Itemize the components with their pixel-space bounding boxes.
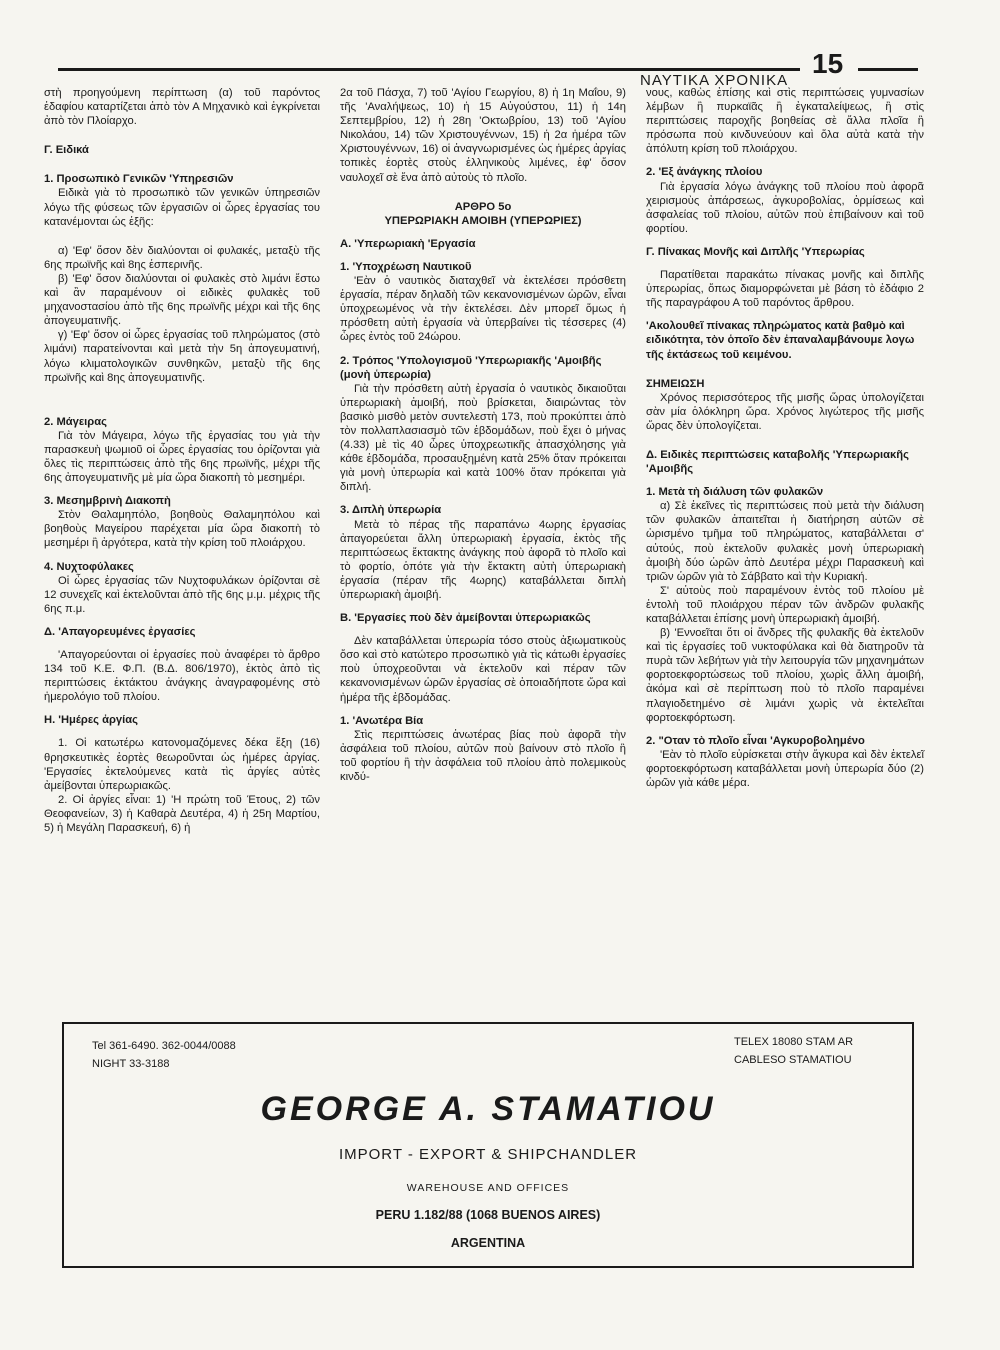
paragraph: β) 'Εννοεῖται ὅτι οἱ ἄνδρες τῆς φυλακῆς θὰ ἐκτελοῦν καὶ τὶς ἐργασίες τοῦ νυκτοφύλακα καὶ θὰ διατηροῦν τὰ πυρὰ τῶν λεβήτων γιὰ τὴν λειτουργία τῶν μηχανημάτων φορτοεκφορτώσεως τοῦ πλοίου, χωρὶς ἄλλη ἀμοιβή, ἀκόμα καὶ σὲ περίπτωση ποὺ τὸ πλοῖο παραμένει πλαγιοδετημένο σὲ λιμάνι χωρὶς νὰ ἐκτελεῖται φορτοεκφόρτωση.	[646, 627, 924, 724]
ad-cable: CABLESO STAMATIOU	[734, 1054, 852, 1066]
section-heading: Δ. Ειδικὲς περιπτώσεις καταβολῆς 'Υπερωριακῆς 'Αμοιβῆς	[646, 448, 909, 476]
paragraph: Σ' αὐτοὺς ποὺ παραμένουν ἐντὸς τοῦ πλοίου μὲ ἐντολὴ τοῦ πλοιάρχου πέραν τῶν ἀνδρῶν φυλακῆς καταβάλλεται ἐπίσης μονὴ ὑπερωριακὴ ἀμοιβή.	[646, 584, 924, 625]
paragraph: 'Εὰν τὸ πλοῖο εὑρίσκεται στὴν ἄγκυρα καὶ δὲν ἐκτελεῖ φορτοεκφόρτωση καταβάλλεται μονὴ ὑπερωρία δύο (2) ὡρῶν γιὰ κάθε μέρα.	[646, 748, 924, 790]
paragraph: 'Εὰν ὁ ναυτικὸς διαταχθεῖ νὰ ἐκτελέσει πρόσθετη ἐργασία, πέραν δηλαδὴ τῶν κεκανονισμένων ὡρῶν, εἶναι ὑποχρεωμένος νὰ τὴν ἐκτελέσει. Δὲν μπορεῖ ὅμως ἡ πρόσθετη αὐτὴ ἐργασία νὰ ὑπερβαίνει τὶς τέσσερες (4) ὧρες ἐντὸς τοῦ 24ώρου.	[340, 275, 626, 344]
header-rule	[58, 68, 800, 71]
subsection-heading: 1. 'Ανωτέρα Βία	[340, 714, 424, 727]
subsection-heading: 1. Προσωπικὸ Γενικῶν 'Υπηρεσιῶν	[44, 173, 234, 186]
ad-night-phone: NIGHT 33-3188	[92, 1058, 170, 1070]
paragraph: β) 'Εφ' ὅσον διαλύονται οἱ φυλακὲς στὸ λιμάνι ἔστω καὶ ἂν παραμένουν οἱ ειδικὲς φυλακὲς τοῦ μηχανοστασίου ἀπὸ τῆς 6ης πρωϊνῆς μέχρι καὶ τῆς 6ης ἀπογευματινῆς.	[44, 272, 320, 328]
magazine-title: ΝΑΥΤΙΚΑ ΧΡΟΝΙΚΑ	[640, 72, 789, 89]
section-heading: Δ. 'Απαγορευμένες ἐργασίες	[44, 625, 196, 638]
paragraph: α) 'Εφ' ὅσον δὲν διαλύονται οἱ φυλακές, μεταξὺ τῆς 6ης πρωϊνῆς καὶ 8ης ἑσπερινῆς.	[44, 244, 320, 271]
section-heading: Γ. Ειδικά	[44, 144, 89, 157]
paragraph: Οἱ ὧρες ἐργασίας τῶν Νυχτοφυλάκων ὁρίζονται σὲ 12 συνεχεῖς καὶ ἐκτελοῦνται ἀπὸ τῆς 6ης μ.μ. μέχρις τῆς 6ης π.μ.	[44, 574, 320, 615]
article-subtitle: ΥΠΕΡΩΡΙΑΚΗ ΑΜΟΙΒΗ (ΥΠΕΡΩΡΙΕΣ)	[384, 214, 582, 227]
paragraph: Μετὰ τὸ πέρας τῆς παραπάνω 4ωρης ἐργασίας ἀπαγορεύεται ἄλλη ὑπερωριακὴ ἐργασία, ἐκτὸς τῆς περιπτώσεως ἔκτακτης ἀνάγκης ποὺ ἀφορᾶ τὸ πλοῖο καὶ τὸ φορτίο, ὁπότε γιὰ τὴν ἔκτακτη αὐτὴ ὑπερωριακὴ ἐργασία (πέραν τῆς 4ωρης) καταβάλλεται διπλὴ ὑπερωριακὴ ἀμοιβή.	[340, 518, 626, 601]
ad-warehouse: WAREHOUSE AND OFFICES	[406, 1182, 570, 1194]
subsection-heading: 1. 'Υποχρέωση Ναυτικοῦ	[340, 260, 472, 273]
paragraph: Στὶς περιπτώσεις ἀνωτέρας βίας ποὺ ἀφορᾶ τὴν ἀσφάλεια τοῦ πλοίου, αὐτῶν ποὺ βαίνουν στὸ πλοῖο ἢ τοῦ φορτίου ἢ τὴν ἀσφάλεια τοῦ πλοίου ἀπὸ πολεμικοὺς κινδύ-	[340, 728, 626, 784]
subsection-heading: 2. 'Εξ ἀνάγκης πλοίου	[646, 166, 763, 179]
subsection-heading: 3. Μεσημβρινὴ Διακοπὴ	[44, 495, 171, 508]
ad-country: ARGENTINA	[450, 1236, 526, 1250]
paragraph: Γιὰ τὴν πρόσθετη αὐτὴ ἐργασία ὁ ναυτικὸς δικαιοῦται ὑπερωριακὴ ἀμοιβή, ποὺ βρίσκεται, διαιρώντας τὸν βασικὸ μισθὸ μετὸν συντελεστὴ 173, ποὺ προκύπτει ἀπὸ τὸν πολλαπλασιασμὸ τῶν ἑβδομάδων, ποὺ ἔχει ὁ μήνας (4.33) μὲ τὶς 40 ὧρες ὑποχρεωτικῆς ἀπασχόλησης γιὰ κάθε ἑβδομάδα, προσαυξημένη κατὰ 25% ὅταν πρόκειται γιὰ μονὴ ὑπερωρία καὶ κατὰ 100% ὅταν πρόκειται γιὰ διπλή.	[340, 382, 626, 494]
header-rule-right	[858, 68, 918, 71]
paragraph: Γιὰ τὸν Μάγειρα, λόγω τῆς ἐργασίας του γιὰ τὴν παρασκευὴ ψωμιοῦ οἱ ὧρες ἐργασίας του ὁρίζονται γιὰ ὅλες τὶς περιπτώσεις ἀπὸ τῆς 6ης πρωϊνῆς, μέχρι τῆς 6ης ἀπογευματινῆς μὲ μία ὥρα διακοπὴ τὸ μεσημέρι.	[44, 429, 320, 485]
article-title: ΑΡΘΡΟ 5ο	[454, 200, 512, 213]
subsection-heading: 4. Νυχτοφύλακες	[44, 560, 134, 573]
paragraph: στὴ προηγούμενη περίπτωση (α) τοῦ παρόντος ἐδαφίου καταρτίζεται ἀπὸ τὸν Α Μηχανικὸ καὶ ἐγκρίνεται ἀπὸ τὸν Πλοίαρχο.	[44, 87, 320, 128]
subsection-heading: 2. Μάγειρας	[44, 415, 107, 428]
paragraph: Γιὰ ἐργασία λόγω ἀνάγκης τοῦ πλοίου ποὺ ἀφορᾶ χειρισμοὺς ἀπάρσεως, ἀγκυροβολίας, ὁρμίσεως καὶ ἀσφαλείας τοῦ πλοίου, αὐτῶν ποὺ ἐπιβαίνουν καὶ τοῦ φορτίου.	[646, 180, 924, 235]
subsection-heading: 2. "Οταν τὸ πλοῖο εἶναι 'Αγκυροβολημένο	[646, 734, 865, 747]
paragraph: Δὲν καταβάλλεται ὑπερωρία τόσο στοὺς ἀξιωματικοὺς ὅσο καὶ στὸ κατώτερο προσωπικὸ γιὰ τὶς κάτωθι ἐργασίες ποὺ ὑποχρεοῦνται νὰ ἐκτελοῦν καὶ πέραν τῶν κεκανονισμένων ὡρῶν ἐργασίας σὲ ὁποιαδήποτε ὥρα καὶ ἡμέρα τῆς ἑβδομάδας.	[340, 635, 626, 704]
subsection-heading: 2. Τρόπος 'Υπολογισμοῦ 'Υπερωριακῆς 'Αμοιβῆς (μονὴ ὑπερωρία)	[340, 354, 602, 381]
ad-telex: TELEX 18080 STAM AR	[734, 1036, 854, 1048]
article-column-1	[44, 86, 320, 835]
section-heading: Α. 'Υπερωριακὴ 'Εργασία	[340, 237, 476, 250]
section-heading: Η. 'Ημέρες ἀργίας	[44, 714, 138, 727]
article-column-3	[646, 86, 924, 790]
note-title: ΣΗΜΕΙΩΣΗ	[646, 377, 705, 390]
paragraph: 'Απαγορεύονται οἱ ἐργασίες ποὺ ἀναφέρει τὸ ἄρθρο 134 τοῦ Κ.Ε. Φ.Π. (Β.Δ. 806/1970), ἐκτὸς ἀπὸ τὶς περιπτώσεις ἐκτάκτου ἀνάγκης ἀναγραφομένης στὸ ἡμερολόγιο τοῦ πλοίου.	[44, 649, 320, 704]
ad-company-name: GEORGE A. STAMATIOU	[260, 1090, 716, 1128]
paragraph: Χρόνος περισσότερος τῆς μισῆς ὥρας ὑπολογίζεται σὰν μία ὁλόκληρη ὥρα. Χρόνος λιγώτερος τῆς μισῆς ὥρας δὲν ὑπολογίζεται.	[646, 391, 924, 432]
ad-business-line: IMPORT - EXPORT & SHIPCHANDLER	[338, 1146, 638, 1163]
page-number: 15	[812, 48, 844, 79]
ad-address: PERU 1.182/88 (1068 BUENOS AIRES)	[375, 1208, 601, 1222]
paragraph: α) Σὲ ἐκεῖνες τὶς περιπτώσεις ποὺ μετὰ τὴν διάλυση τῶν φυλακῶν ἀπαιτεῖται ἡ διατήρηση αὐτῶν σὲ ὡρισμένο τμῆμα τοῦ πληρώματος, καταβάλλεται σ' αὐτούς, ποὺ ἐκτελοῦν φυλακὲς μονὴ ὑπερωριακὴ ἀμοιβὴ δύο ὡρῶν ἀπὸ Δευτέρα μέχρι Παρασκευὴ καὶ τριῶν ὡρῶν γιὰ τὸ Σάββατο καὶ τὴν Κυριακή.	[646, 500, 924, 583]
paragraph: Στὸν Θαλαμηπόλο, βοηθοὺς Θαλαμηπόλου καὶ βοηθοὺς Μαγείρου παρέχεται μία ὥρα διακοπὴ τὸ μεσημέρι ἢ ἀργότερα, κατὰ τὴν κρίση τοῦ πλοιάρχου.	[44, 509, 320, 550]
paragraph: 1. Οἱ κατωτέρω κατονομαζόμενες δέκα ἕξη (16) θρησκευτικὲς ἑορτὲς θεωροῦνται ὡς ἡμέρες ἀργίας. 'Εργασίες ἐκτελούμενες κατὰ τὶς ἀργίες αὐτὲς ἀμείβονται ὑπερωριακῶς.	[44, 737, 320, 792]
advertisement-box	[62, 1022, 914, 1268]
paragraph: Παρατίθεται παρακάτω πίνακας μονῆς καὶ διπλῆς ὑπερωρίας, ὅπως διαμορφώνεται μὲ βάση τὸ ἐδάφιο 2 τῆς παραγράφου Α τοῦ παρόντος ἄρθρου.	[646, 269, 924, 310]
article-column-2	[340, 86, 626, 784]
paragraph: γ) 'Εφ' ὅσον οἱ ὧρες ἐργασίας τοῦ πληρώματος (στὸ λιμάνι) παρατείνονται καὶ μετὰ τὴν 5η ἀπογευματινή, λόγω κλιματολογικῶν συνθηκῶν, μεταξὺ τῆς 6ης πρωϊνῆς καὶ 8ης ἀπογευματινῆς.	[44, 329, 320, 384]
note-heading: 'Ακολουθεῖ πίνακας πληρώματος κατὰ βαθμὸ καὶ ειδικότητα, τὸν ὁποῖο δὲν ἐπαναλαμβάνουμε λογω τῆς ἐκτάσεως τοῦ κειμένου.	[646, 320, 915, 361]
ad-telephone: Tel 361-6490. 362-0044/0088	[92, 1040, 236, 1052]
paragraph: 2α τοῦ Πάσχα, 7) τοῦ 'Αγίου Γεωργίου, 8) ἡ 1η Μαΐου, 9) τῆς 'Αναλήψεως, 10) ἡ 15 Αὐγούστου, 11) ἡ 14η Σεπτεμβρίου, 12) ἡ 28η 'Οκτωβρίου, 13) τοῦ 'Αγίου Νικολάου, 14) τῶν Χριστουγέννων, 15) ἡ 2α ἡμέρα τῶν Χριστουγέννων, 16) οἱ ἀναγνωρισμένες ὡς ἡμέρες ἀργίας τοπικὲς ἑορτὲς στοὺς ἑλληνικοὺς λιμένες, ἐφ' ὅσον ναυλοχεῖ σὲ ἕνα ἀπὸ αὐτοὺς τὸ πλοῖο.	[340, 87, 626, 184]
section-heading: Β. 'Εργασίες ποὺ δὲν ἀμείβονται ὑπερωριακῶς	[340, 612, 591, 625]
subsection-heading: 1. Μετὰ τὴ διάλυση τῶν φυλακῶν	[646, 486, 824, 499]
paragraph: Ειδικὰ γιὰ τὸ προσωπικὸ τῶν γενικῶν ὑπηρεσιῶν λόγω τῆς φύσεως τῶν ἐργασιῶν οἱ ὧρες ἐργασίας του κατανέμονται ὡς ἑξῆς:	[44, 187, 320, 228]
subsection-heading: 3. Διπλὴ ὑπερωρία	[340, 504, 442, 517]
section-heading: Γ. Πίνακας Μονῆς καὶ Διπλῆς 'Υπερωρίας	[646, 245, 865, 258]
paragraph: νους, καθὼς ἐπίσης καὶ στὶς περιπτώσεις γυμνασίων λέμβων ἢ πυρκαϊᾶς ἢ ἐγκαταλείψεως, ἢ στὶς περιπτώσεις παροχῆς βοηθείας σὲ ἄλλα πλοῖα ἢ πρόσωπα ποὺ κινδυνεύουν καὶ ὅλα αὐτὰ κατὰ τὴν ἀπόλυτη κρίση τοῦ πλοιάρχου.	[646, 87, 924, 156]
paragraph: 2. Οἱ ἀργίες εἶναι: 1) 'Η πρώτη τοῦ Έτους, 2) τῶν Θεοφανείων, 3) ἡ Καθαρὰ Δευτέρα, 4) ἡ 25η Μαρτίου, 5) ἡ Μεγάλη Παρασκευή, 6) ἡ	[44, 793, 320, 835]
